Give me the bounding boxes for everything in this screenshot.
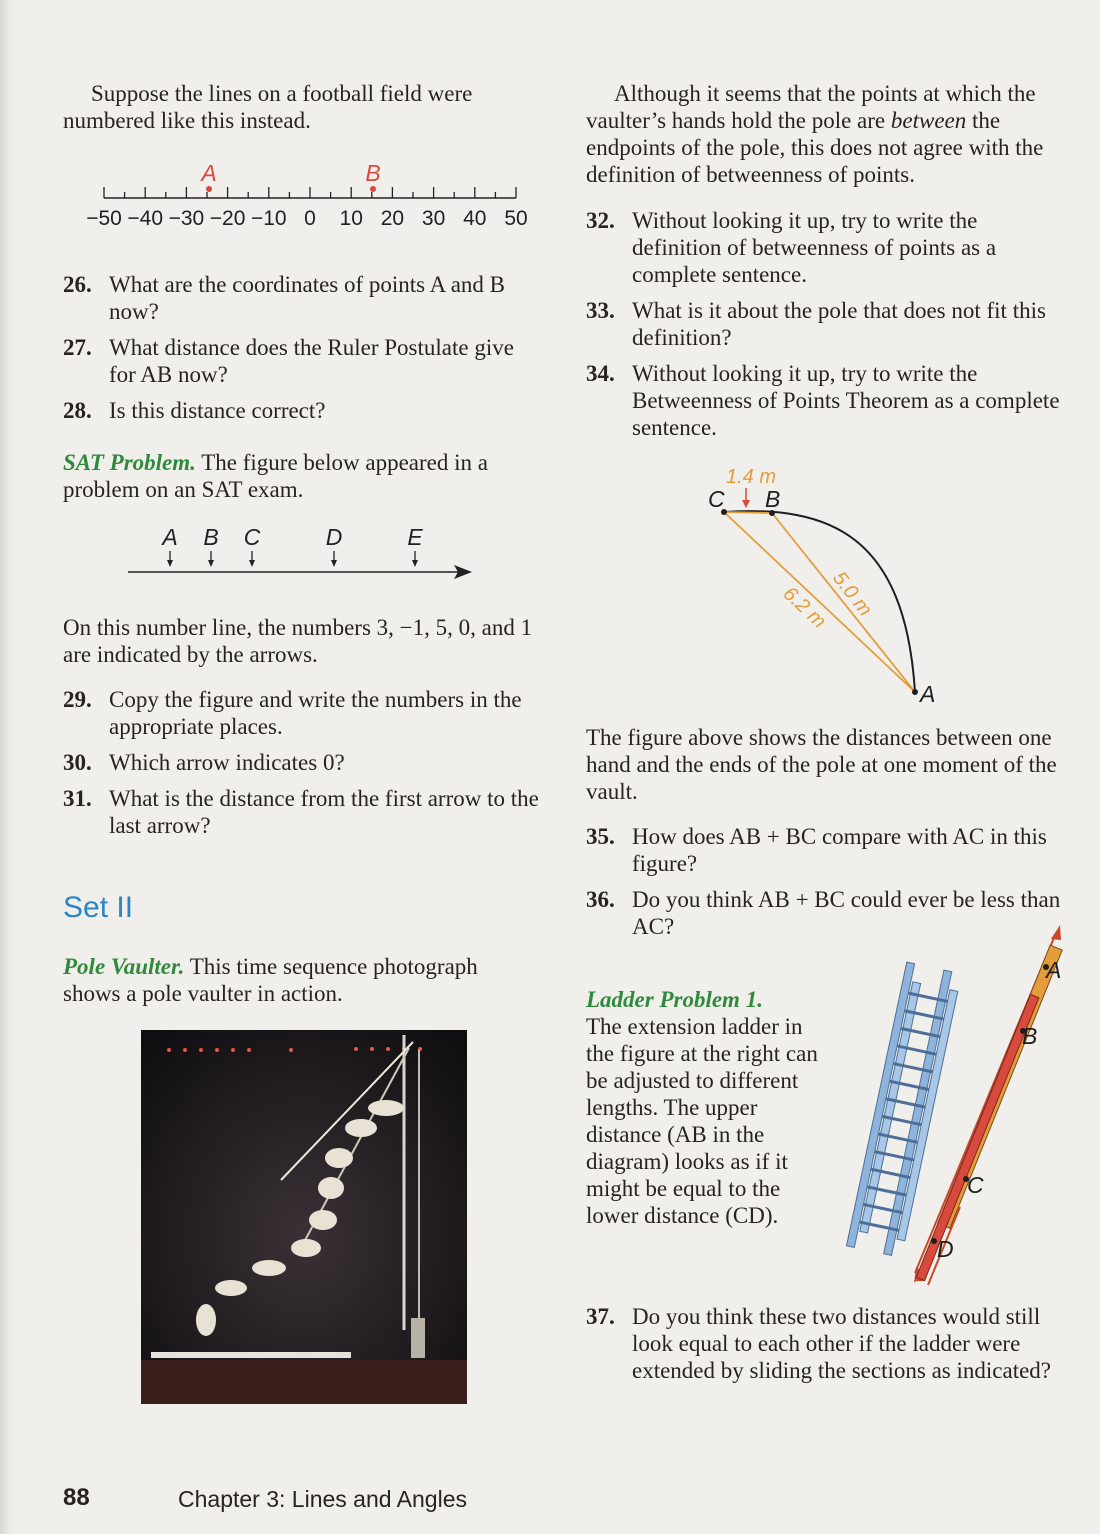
ladder-lead: Ladder Problem 1. [586, 987, 763, 1012]
sat-arrow-label: C [243, 524, 261, 550]
ladder-side-view [914, 925, 1062, 1285]
question-27: 27. What distance does the Ruler Postulate give for AB now? [63, 335, 514, 387]
football-number-line [70, 155, 550, 235]
number-line-tick-label: −50 [86, 207, 122, 230]
question-36: 36. Do you think AB + BC could ever be less than AC? [586, 887, 1061, 939]
cb-arrow-head [742, 500, 750, 508]
pole-vaulter-intro [63, 953, 541, 1007]
number-line-tick-label: −10 [250, 207, 287, 230]
question-37-block [586, 1303, 1068, 1384]
number-line-tick-label: −40 [127, 207, 164, 230]
question-26: 26. What are the coordinates of points A and B now? [63, 272, 506, 324]
question-30: 30. Which arrow indicates 0? [63, 750, 345, 775]
sat-problem [63, 449, 541, 503]
ladder-diagram [830, 925, 1080, 1295]
intro-paragraph: Suppose the lines on a football field were numbered like this instead. [63, 81, 473, 133]
point-b-label: B [765, 486, 781, 512]
ladder-label-a: A [1046, 957, 1062, 983]
question-28: 28. Is this distance correct? [63, 398, 326, 423]
sat-arrow-label: A [162, 524, 178, 550]
point-b-label: B [365, 160, 381, 186]
chapter-title: Chapter 3: Lines and Angles [178, 1486, 467, 1512]
number-line-tick-label: 50 [504, 207, 528, 230]
pole-text: This time sequence photograph shows a pole vaulter in action. [63, 954, 478, 1006]
page-number: 88 [63, 1484, 90, 1511]
sat-arrow-figure [120, 520, 490, 590]
number-line-tick-label: 10 [339, 207, 363, 230]
number-line-tick-label: −30 [168, 207, 205, 230]
question-32: 32. Without looking it up, try to write the definition of betweenness of points as a complete sentence. [586, 208, 997, 287]
sat-arrow-head [208, 560, 214, 567]
sat-arrow-label: E [407, 524, 423, 550]
number-line-tick-label: −20 [209, 207, 246, 230]
ladder-label-c: C [967, 1172, 984, 1198]
questions-26-28 [63, 271, 541, 424]
questions-35-36 [586, 823, 1068, 940]
point-a-label: A [920, 681, 936, 707]
set-heading: Set II [63, 891, 134, 924]
ca-distance-label: 6.2 m [778, 582, 831, 633]
point-a-dot [206, 186, 212, 192]
left-intro [63, 80, 541, 134]
ladder-label-d: D [937, 1236, 954, 1262]
sat-arrow-head [331, 560, 337, 567]
sat-arrow-label: D [325, 524, 343, 550]
point-a-dot [912, 689, 918, 695]
question-33: 33. What is it about the pole that does not fit this definition? [586, 298, 1046, 350]
right-intro: Although it seems that the points at which the vaulter’s hands hold the pole are between the endpoints of the pole, this does not agree with the definition of betweenness of points. [586, 81, 1044, 187]
cb-distance-label: 1.4 m [726, 466, 777, 488]
ladder-text: The extension ladder in the figure at the right can be adjusted to different lengths. The upper distance (AB in the diagram) looks as if it might be equal to the lower distance (CD). [586, 1014, 818, 1228]
sat-text: The figure below appeared in a problem on an SAT exam. [63, 450, 488, 502]
question-31: 31. What is the distance from the first arrow to the last arrow? [63, 786, 539, 838]
point-c-label: C [708, 486, 725, 512]
sat-arrow-head [412, 560, 418, 567]
question-35: 35. How does AB + BC compare with AC in this figure? [586, 824, 1047, 876]
point-a-label: A [201, 160, 217, 186]
photo-illustration [141, 1030, 467, 1404]
page-binding-shadow [0, 0, 16, 1534]
pole-distance-diagram [690, 455, 950, 715]
sat-lead: SAT Problem. [63, 450, 196, 475]
pole-lead: Pole Vaulter. [63, 954, 185, 979]
segment-ca [724, 512, 915, 692]
ba-distance-label: 5.0 m [828, 567, 877, 621]
question-37: 37. Do you think these two distances would still look equal to each other if the ladder were extended by sliding the sections as indicated? [586, 1304, 1051, 1383]
number-line-tick-label: 20 [380, 207, 405, 230]
pole-vaulter-photo [141, 1030, 467, 1404]
figure-description: The figure above shows the distances between one hand and the ends of the pole at one moment of the vault. [586, 725, 1057, 804]
ladder-problem [586, 986, 818, 1229]
sat-arrow-head [167, 560, 173, 567]
number-line-tick-label: 0 [304, 207, 316, 230]
segment-cb [724, 512, 772, 513]
ladder-label-b: B [1022, 1023, 1038, 1049]
numbers-paragraph: On this number line, the numbers 3, −1, 5, 0, and 1 are indicated by the arrows. [63, 615, 533, 667]
question-29: 29. Copy the figure and write the numbers in the appropriate places. [63, 687, 522, 739]
questions-29-31 [63, 686, 541, 839]
point-b-dot [370, 186, 376, 192]
questions-32-34 [586, 207, 1068, 441]
sat-arrow-label: B [203, 524, 219, 550]
question-34: 34. Without looking it up, try to write the Betweenness of Points Theorem as a complete sentence. [586, 361, 1060, 440]
sat-arrow-head [249, 560, 255, 567]
number-line-tick-label: 40 [463, 207, 487, 230]
number-line-tick-label: 30 [421, 207, 446, 230]
